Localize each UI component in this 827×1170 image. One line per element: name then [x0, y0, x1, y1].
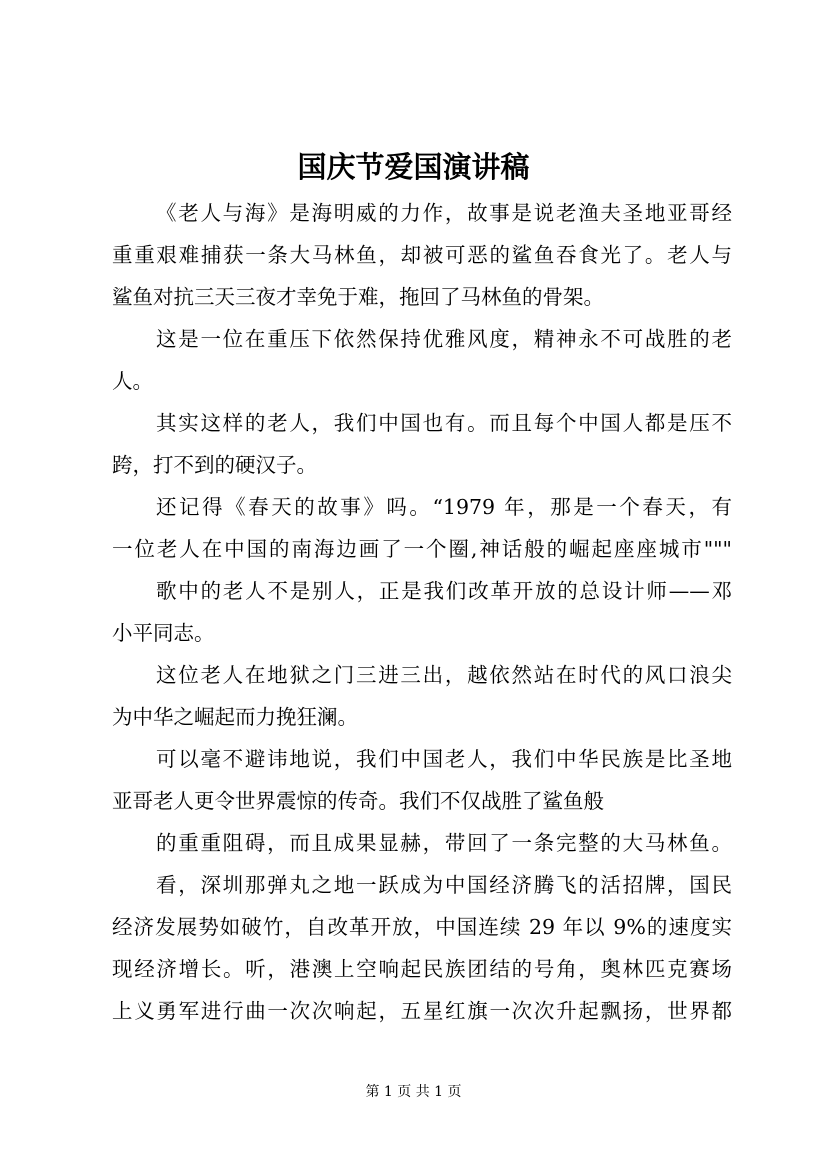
- page-footer: 第 1 页 共 1 页: [365, 1084, 462, 1100]
- text-line: 为中华之崛起而力挽狂澜。: [112, 705, 358, 729]
- text-line: 其实这样的老人，我们中国也有。而且每个中国人都是压不: [156, 411, 732, 435]
- text-line: 看，深圳那弹丸之地一跃成为中国经济腾飞的活招牌，国民: [156, 873, 732, 897]
- text-line: 现经济增长。听，港澳上空响起民族团结的号角，奥林匹克赛场: [112, 957, 732, 981]
- text-line: 歌中的老人不是别人，正是我们改革开放的总设计师——邓: [156, 579, 732, 603]
- text-line: 还记得《春天的故事》吗。“1979 年，那是一个春天，有: [156, 495, 732, 519]
- text-line: 亚哥老人更令世界震惊的传奇。我们不仅战胜了鲨鱼般: [112, 789, 604, 813]
- page-title: 国庆节爱国演讲稿: [297, 150, 530, 184]
- text-line: 人。: [112, 369, 153, 393]
- text-line: 上义勇军进行曲一次次响起，五星红旗一次次升起飘扬，世界都: [112, 999, 732, 1023]
- text-line: 的重重阻碍，而且成果显赫，带回了一条完整的大马林鱼。: [156, 831, 732, 855]
- text-line: 鲨鱼对抗三天三夜才幸免于难，拖回了马林鱼的骨架。: [112, 285, 604, 309]
- text-line: 可以毫不避讳地说，我们中国老人，我们中华民族是比圣地: [156, 747, 732, 771]
- text-line: 这位老人在地狱之门三进三出，越依然站在时代的风口浪尖: [156, 663, 732, 687]
- text-line: 跨，打不到的硬汉子。: [112, 453, 317, 477]
- text-line: 重重艰难捕获一条大马林鱼，却被可恶的鲨鱼吞食光了。老人与: [112, 243, 732, 267]
- text-line: 经济发展势如破竹，自改革开放，中国连续 29 年以 9%的速度实: [112, 915, 732, 939]
- text-line: 这是一位在重压下依然保持优雅风度，精神永不可战胜的老: [156, 327, 732, 351]
- text-line: 一位老人在中国的南海边画了一个圈,神话般的崛起座座城市""": [112, 537, 732, 561]
- text-line: 《老人与海》是海明威的力作，故事是说老渔夫圣地亚哥经: [156, 201, 732, 225]
- text-line: 小平同志。: [112, 621, 215, 645]
